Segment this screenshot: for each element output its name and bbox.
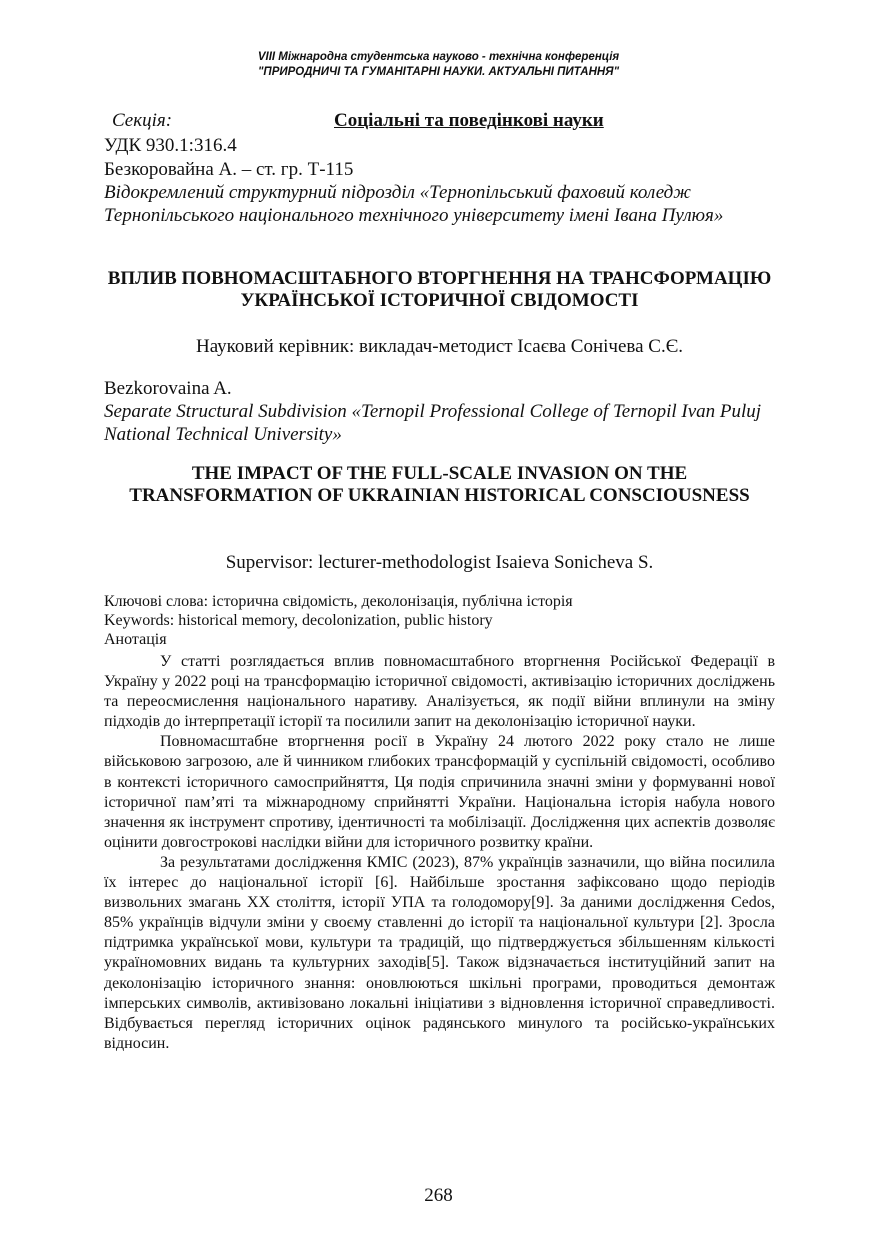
supervisor-en: Supervisor: lecturer-methodologist Isaieva Sonicheva S. [225,552,654,573]
annotation-label: Анотація [104,631,167,648]
section-label: Секція: [112,110,173,131]
author-en: Bezkorovaina A. [104,378,232,399]
title-en: THE IMPACT OF THE FULL-SCALE INVASION ON THE TRANSFORMATION OF UKRAINIAN HISTORICAL CONSCIOUSNESS [129,463,750,506]
page-number: 268 [424,1185,453,1206]
conference-header [0,50,877,80]
keywords-ua: Ключові слова: історична свідомість, деколонізація, публічна історія [104,593,573,610]
section-value: Соціальні та поведінкові науки [334,110,604,131]
paragraph-intro: Повномасштабне вторгнення росії в Україну 24 лютого 2022 року стало не лише військовою загрозою, але й чинником глибоких трансформацій у суспільній свідомості, особливо в контексті історичного самосприйняття, Ця подія спричинила значні зміни у формуванні нової історичної пам’яті та міжнародному сприйнятті України. Національна історія набула нового значення як інструмент спротиву, ідентичності та мобілізації. Дослідження цих аспектів дозволяє оцінити довгострокові наслідки війни для історичного розвитку країни. [104,733,775,851]
affiliation-en: Separate Structural Subdivision «Ternopil Professional College of Ternopil Ivan Puluj National Technical University» [104,401,762,445]
conference-line-1: VIII Міжнародна студентська науково - технічна конференція [257,51,620,63]
author-ua: Безкоровайна А. – ст. гр. Т-115 [104,159,354,180]
paragraph-annotation: У статті розглядається вплив повномасштабного вторгнення Російської Федерації в Україну у 2022 році на трансформацію історичної свідомості, активізацію історичних досліджень та переосмислення національного наративу. Аналізується, як події війни вплинули на зміну підходів до інтерпретації історії та посилили запит на деколонізацію історичної науки. [104,653,775,731]
body-text [104,652,775,1054]
keywords-en: Keywords: historical memory, decolonization, public history [104,612,493,629]
conference-line-2: "ПРИРОДНИЧІ ТА ГУМАНІТАРНІ НАУКИ. АКТУАЛЬНІ ПИТАННЯ" [257,66,620,78]
supervisor-ua: Науковий керівник: викладач-методист Ісаєва Сонічева С.Є. [195,336,684,357]
paragraph-results: За результатами дослідження КМІС (2023), 87% українців зазначили, що війна посилила їх інтерес до національної історії [6]. Найбільше зростання зафіксовано щодо періодів визвольних змагань ХХ століття, історії УПА та голодомору[9]. За даними дослідження Cedos, 85% українців відчули зміни у своєму ставленні до історії та національної культури [2]. Зросла підтримка української мови, культури та традицій, що підтверджується збільшенням кількості україномовних видань та культурних заходів[5]. Також відзначається інституційний запит на деколонізацію історичного знання: оновлюються шкільні програми, проводиться демонтаж імперських символів, активізовано локальні ініціативи з відновлення історичної справедливості. Відбувається перегляд історичних оцінок радянського минулого та російсько-українських відносин. [104,853,775,1052]
udk-code: УДК 930.1:316.4 [104,135,237,156]
affiliation-ua: Відокремлений структурний підрозділ «Тернопільський фаховий коледж Тернопільського національного технічного університету імені Івана Пулюя» [104,182,724,226]
title-ua: ВПЛИВ ПОВНОМАСШТАБНОГО ВТОРГНЕННЯ НА ТРАНСФОРМАЦІЮ УКРАЇНСЬКОЇ ІСТОРИЧНОЇ СВІДОМОСТІ [107,268,772,311]
section-row [104,110,775,134]
